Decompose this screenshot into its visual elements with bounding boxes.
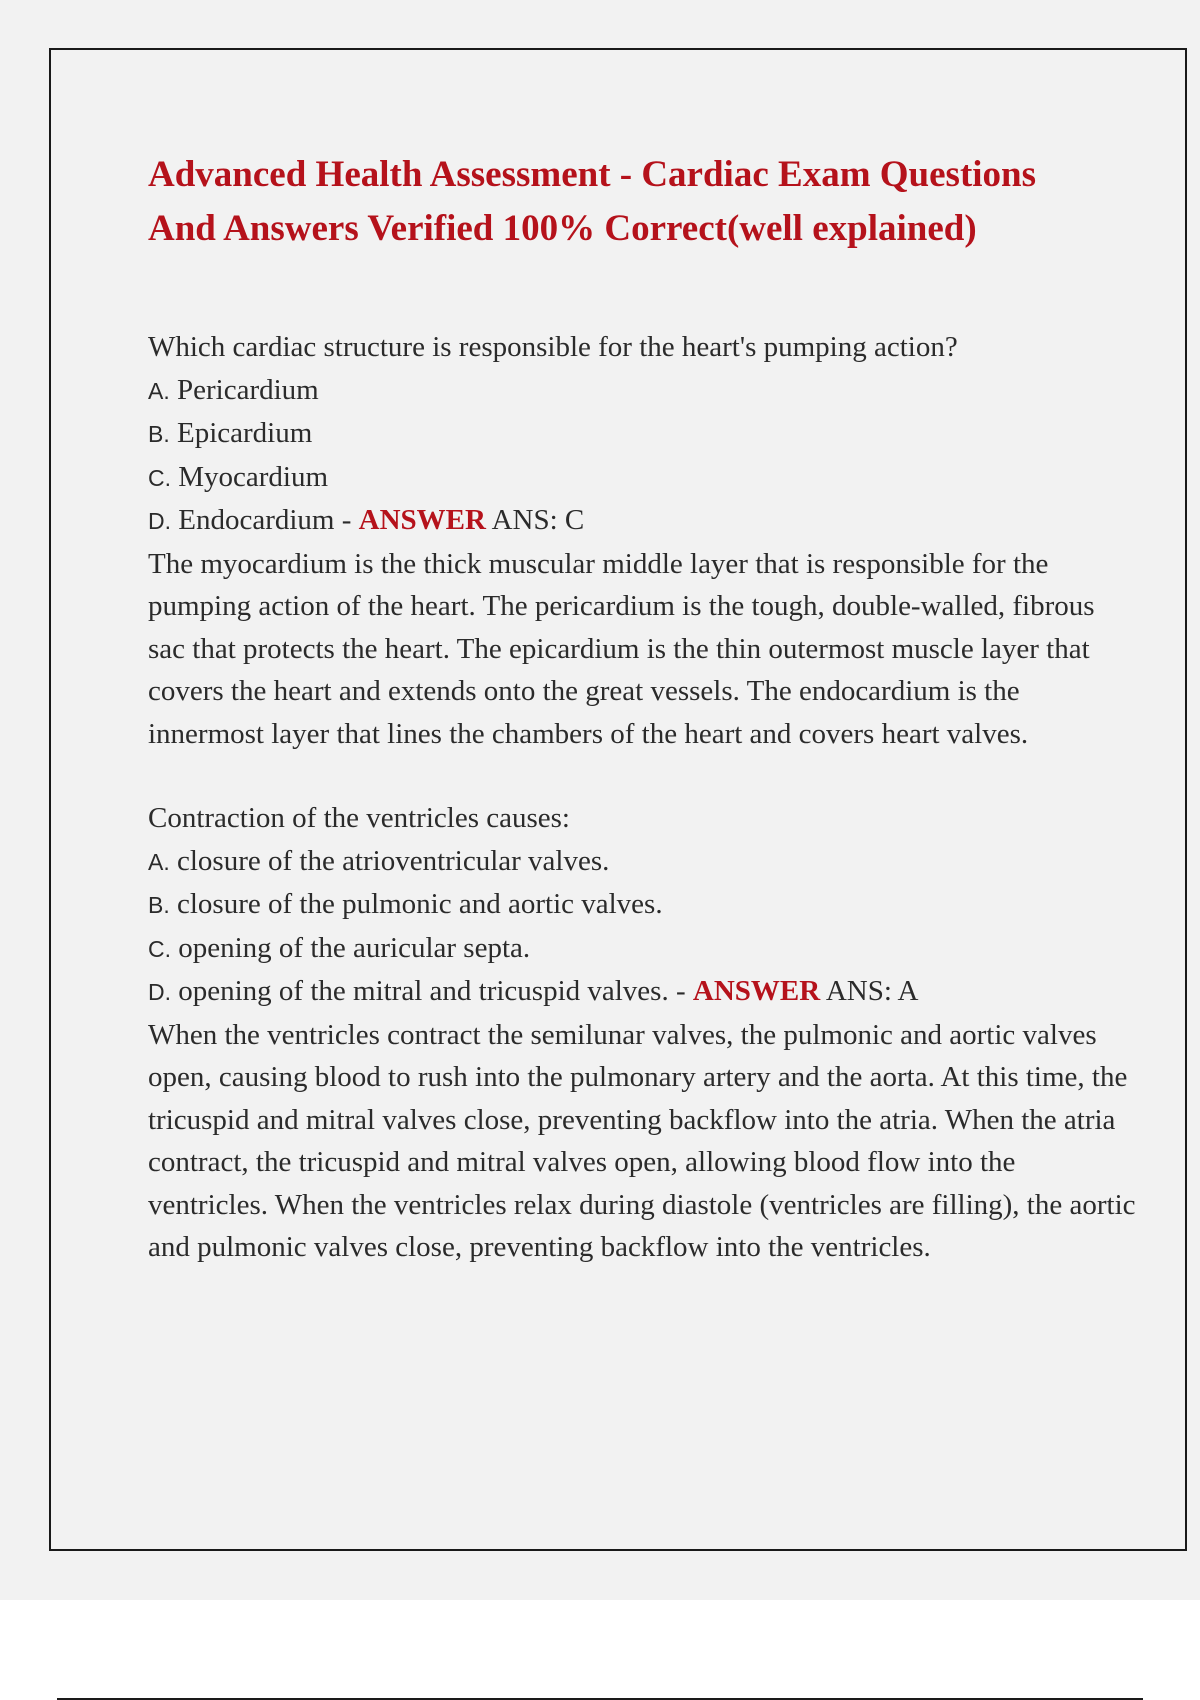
option-letter: D.	[148, 979, 171, 1005]
option-letter: C.	[148, 935, 171, 962]
option-text: Endocardium -	[171, 504, 359, 536]
option-letter: B.	[148, 421, 170, 447]
option-a	[148, 840, 1138, 884]
answer-explanation: When the ventricles contract the semilunar valves, the pulmonic and aortic valves open, causing blood to rush into the pulmonary artery and the aorta. At this time, the tricuspid and mitral valves close, preventing backflow into the atria. When the atria contract, the tricuspid and mitral valves open, allowing blood flow into the ventricles. When the ventricles relax during diastole (ventricles are filling), the aortic and pulmonic valves close, preventing backflow into the ventricles.	[148, 1018, 1136, 1263]
option-text: opening of the mitral and tricuspid valves. -	[171, 975, 693, 1007]
document-page	[49, 48, 1187, 1551]
option-text: closure of the atrioventricular valves.	[169, 844, 610, 877]
answer-value: ANS: A	[820, 975, 919, 1007]
option-text: Myocardium	[171, 460, 329, 493]
option-text: closure of the pulmonic and aortic valves.	[169, 888, 663, 920]
question-block-1	[148, 326, 1138, 755]
answer-label: ANSWER	[358, 504, 486, 536]
option-text: opening of the auricular septa.	[171, 931, 531, 964]
answer-explanation: The myocardium is the thick muscular middle layer that is responsible for the pumping action of the heart. The pericardium is the tough, double-walled, fibrous sac that protects the heart. The epicardium is the thin outermost muscle layer that covers the heart and extends onto the great vessels. The endocardium is the innermost layer that lines the chambers of the heart and covers heart valves.	[148, 547, 1095, 750]
document-content	[148, 148, 1138, 1269]
option-letter: D.	[148, 508, 171, 534]
option-b	[148, 412, 1138, 456]
option-b	[148, 883, 1138, 927]
option-letter: B.	[148, 892, 170, 918]
next-page-area	[0, 1600, 1200, 1700]
option-letter: C.	[148, 464, 171, 491]
option-text: Pericardium	[169, 373, 319, 406]
answer-value: ANS: C	[485, 504, 585, 536]
option-a	[148, 369, 1138, 413]
answer-label: ANSWER	[692, 975, 821, 1007]
option-c	[148, 456, 1138, 500]
option-d	[148, 499, 1138, 543]
document-title: Advanced Health Assessment - Cardiac Exam Questions And Answers Verified 100% Correct(well explained)	[148, 154, 1037, 249]
question-block-2	[148, 797, 1138, 1269]
option-c	[148, 927, 1138, 971]
option-text: Epicardium	[169, 417, 313, 449]
option-letter: A.	[148, 377, 170, 404]
question-text: Contraction of the ventricles causes:	[148, 802, 570, 834]
option-letter: A.	[148, 848, 170, 875]
option-d	[148, 970, 1138, 1014]
question-text: Which cardiac structure is responsible for the heart's pumping action?	[148, 331, 958, 363]
